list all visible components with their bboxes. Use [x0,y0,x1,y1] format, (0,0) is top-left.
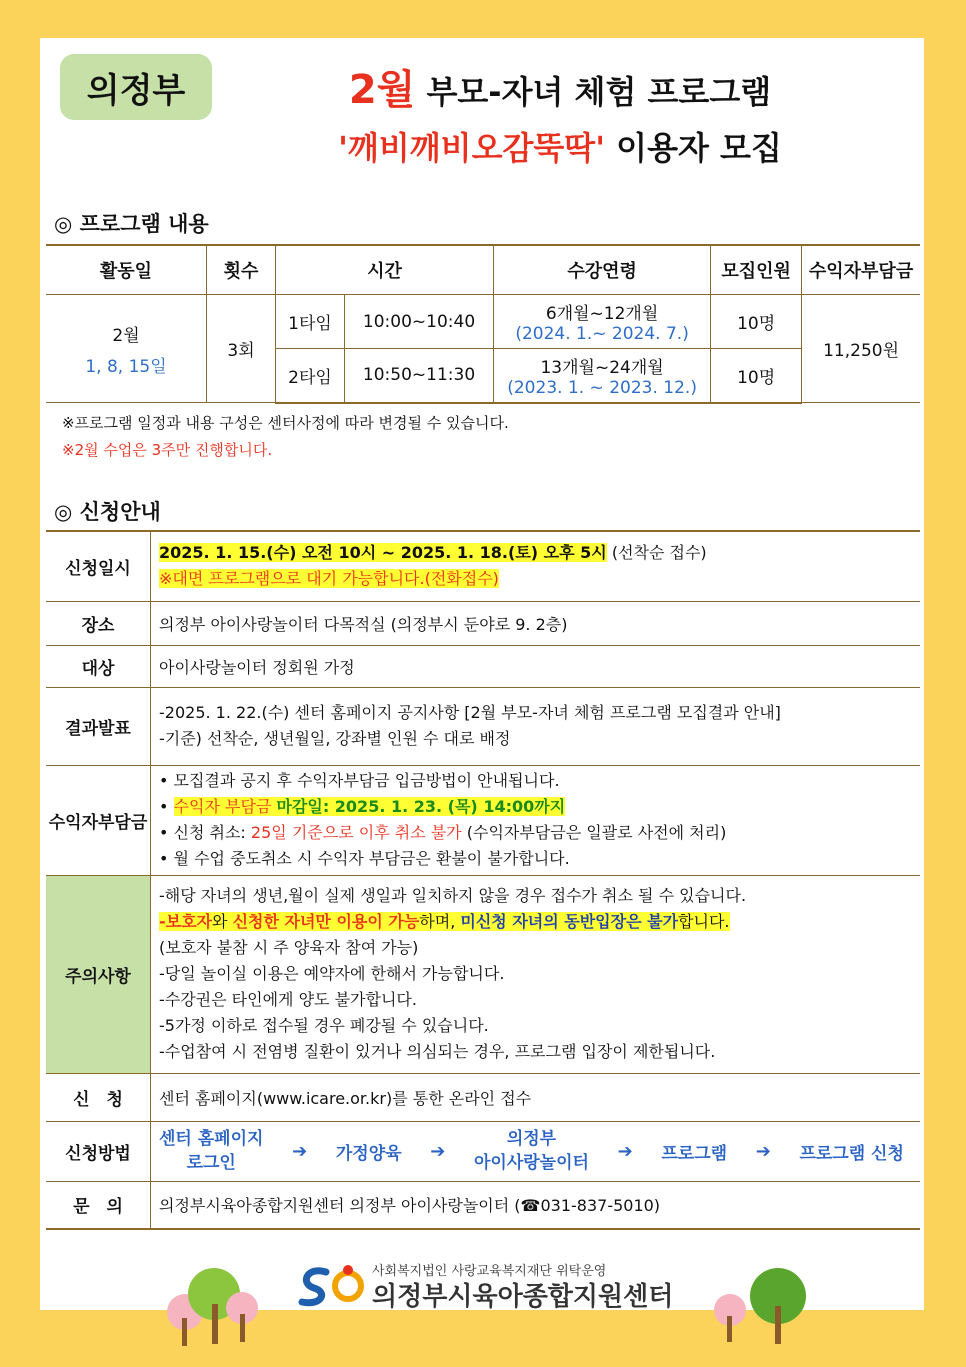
title-end: 이용자 모집 [605,129,782,167]
place-label: 장소 [46,601,151,645]
fee-cancel-label: • 신청 취소: [159,823,251,842]
arrow-icon: ➔ [617,1140,633,1162]
step-login: 센터 홈페이지 로그인 [159,1129,264,1173]
fee-amount: 11,250원 [802,295,920,403]
fee-cancel-note: (수익자부담금은 일괄로 사전에 처리) [461,823,727,842]
period-first-come: (선착순 접수) [606,543,707,563]
caution-line-3: (보호자 불참 시 주 양육자 참여 가능) [159,938,419,957]
arrow-icon: ➔ [430,1140,446,1162]
fee-line-1: • 모집결과 공지 후 수익자부담금 입금방법이 안내됩니다. [159,771,560,790]
period-value [151,531,921,601]
flyer-sheet [40,38,924,1310]
caution-value [151,875,921,1073]
caution-no-unregistered: 미신청 자녀의 동반입장은 불가 [460,912,679,931]
method-flow [151,1121,921,1181]
age-1-months: 6개월~12개월 [545,304,659,324]
age-1 [494,295,711,349]
target-label: 대상 [46,645,151,687]
step-program: 프로그램 [661,1143,728,1164]
result-line-2: -기준) 선착순, 생년월일, 강좌별 인원 수 대로 배정 [159,729,511,748]
fee-value [151,765,921,875]
apply-section-title: ◎ 신청안내 [54,500,161,524]
result-label: 결과발표 [46,687,151,765]
header-count: 횟수 [207,245,276,295]
time-2: 10:50~11:30 [345,349,494,403]
caution-label: 주의사항 [46,875,151,1073]
caution-line-6: -5가정 이하로 접수될 경우 폐강될 수 있습니다. [159,1016,489,1035]
fee-label: 수익자부담금 [46,765,151,875]
contact-label: 문 의 [46,1181,151,1229]
time-1: 10:00~10:40 [345,295,494,349]
people-1: 10명 [711,295,802,349]
region-tag: 의정부 [60,54,212,120]
caution-line-1: -해당 자녀의 생년,월이 실제 생일과 일치하지 않을 경우 접수가 취소 될 수 있습니다. [159,886,747,905]
apply-table [46,530,920,1230]
target-value: 아이사랑놀이터 정회원 가정 [151,645,921,687]
slot-2: 2타임 [276,349,345,403]
fee-deadline-label: 수익자 부담금 [173,797,277,816]
tree-right-icon [714,1268,806,1344]
program-table [46,244,920,404]
page-title [240,62,880,176]
title-rest: 부모-자녀 체험 프로그램 [415,73,772,111]
tree-left-icon [167,1268,258,1346]
slot-1: 1타임 [276,295,345,349]
period-note: ※대면 프로그램으로 대기 가능합니다.(전화접수) [159,569,499,589]
signup-value: 센터 홈페이지(www.icare.or.kr)를 통한 온라인 접수 [151,1073,921,1121]
org-name: 의정부시육아종합지원센터 [372,1282,674,1312]
org-operator: 사회복지법인 사랑교육복지재단 위탁운영 [372,1264,607,1279]
title-program-name: '깨비깨비오감뚝딱' [338,129,606,167]
age-2 [494,349,711,403]
arrow-icon: ➔ [292,1140,308,1162]
result-value [151,687,921,765]
header-time: 시간 [276,245,494,295]
period-dates: 2025. 1. 15.(수) 오전 10시 ~ 2025. 1. 18.(토) 오후 5시 [159,543,607,563]
step-program-apply: 프로그램 신청 [799,1143,904,1164]
fee-line-4: • 월 수업 중도취소 시 수익자 부담금은 환불이 불가합니다. [159,849,570,868]
caution-registered-only: 신청한 자녀만 이용이 가능 [232,912,420,931]
caution-guardian: -보호자 [159,912,213,931]
title-month: 2월 [348,67,416,113]
fee-deadline: 마감일: 2025. 1. 23. (목) 14:00까지 [276,797,566,816]
caution-while: 하며, [419,912,461,931]
age-2-range: (2023. 1. ~ 2023. 12.) [507,377,697,398]
arrow-icon: ➔ [755,1140,771,1162]
program-note-red: ※2월 수업은 3주만 진행합니다. [62,441,273,459]
caution-line-5: -수강권은 타인에게 양도 불가합니다. [159,990,417,1009]
result-line-1: -2025. 1. 22.(수) 센터 홈페이지 공지사항 [2월 부모-자녀 체험 프로그램 모집결과 안내] [159,703,781,722]
caution-and: 와 [212,912,233,931]
step-playground: 의정부 아이사랑놀이터 [473,1129,589,1173]
header-fee: 수익자부담금 [802,245,920,295]
date-month: 2월 [112,325,140,346]
header-date: 활동일 [46,245,207,295]
fee-bullet: • [159,797,174,816]
place-value: 의정부 아이사랑놀이터 다목적실 (의정부시 둔야로 9. 2층) [151,601,921,645]
caution-line-4: -당일 놀이실 이용은 예약자에 한해서 가능합니다. [159,964,505,983]
step-home-care: 가정양육 [335,1143,402,1164]
period-label: 신청일시 [46,531,151,601]
age-2-months: 13개월~24개월 [540,357,664,378]
program-note: ※프로그램 일정과 내용 구성은 센터사정에 따라 변경될 수 있습니다. [62,414,509,432]
caution-end: 합니다. [678,912,730,931]
center-logo-icon [296,1262,370,1308]
age-1-range: (2024. 1.~ 2024. 7.) [515,324,689,344]
program-section-title: ◎ 프로그램 내용 [54,212,209,236]
contact-value: 의정부시육아종합지원센터 의정부 아이사랑놀이터 (☎031-837-5010) [151,1181,921,1229]
header-age: 수강연령 [494,245,711,295]
people-2: 10명 [711,349,802,403]
activity-date [46,295,207,403]
session-count: 3회 [207,295,276,403]
date-days: 1, 8, 15일 [85,356,167,377]
fee-cancel-rule: 25일 기준으로 이후 취소 불가 [250,823,462,842]
caution-line-7: -수업참여 시 전염병 질환이 있거나 의심되는 경우, 프로그램 입장이 제한됩니다. [159,1042,716,1061]
header-people: 모집인원 [711,245,802,295]
signup-label: 신 청 [46,1073,151,1121]
method-label: 신청방법 [46,1121,151,1181]
